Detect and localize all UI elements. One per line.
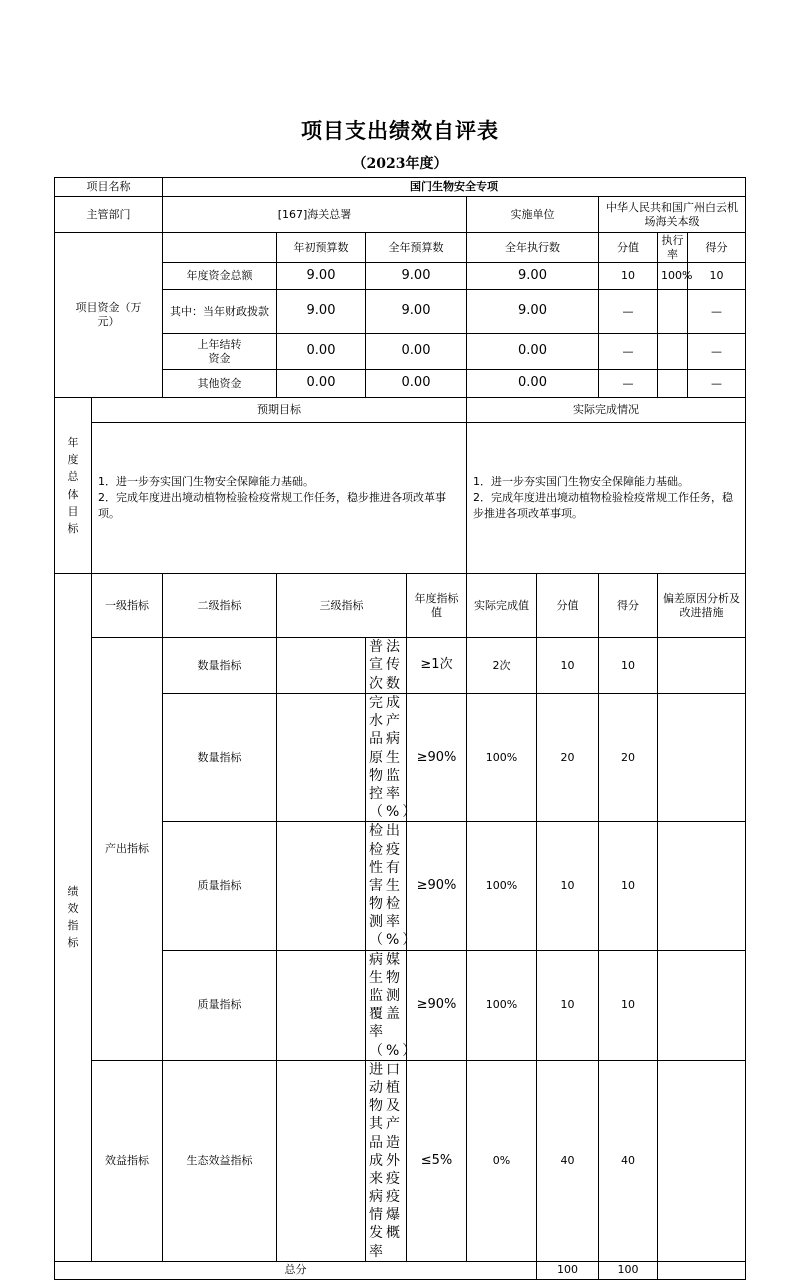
indicator-level2: 生态效益指标 [163, 1060, 277, 1261]
funds-row-name: 其中：当年财政拨款 [163, 290, 277, 334]
dept-label: 主管部门 [55, 197, 163, 233]
funds-row-rate [658, 334, 688, 370]
indicator-score-value: 10 [537, 822, 599, 950]
total-label: 总分 [55, 1261, 537, 1279]
unit-value: 中华人民共和国广州白云机场海关本级 [599, 197, 746, 233]
funds-header-score: 得分 [688, 233, 746, 263]
output-indicator-label: 产出指标 [92, 638, 163, 1061]
indicator-spacer [277, 1060, 366, 1261]
project-name-label: 项目名称 [55, 178, 163, 197]
expected-goal-line: 2．完成年度进出境动植物检验检疫常规工作任务，稳步推进各项改革事项。 [98, 491, 446, 520]
funds-header-annual: 全年预算数 [366, 233, 467, 263]
indicators-label [55, 574, 92, 1262]
indicator-score: 40 [599, 1060, 658, 1261]
indicator-note [658, 950, 746, 1060]
indicator-score-value: 10 [537, 638, 599, 694]
indicator-actual: 100% [467, 694, 537, 822]
funds-row-score: — [688, 290, 746, 334]
indicator-level2: 数量指标 [163, 638, 277, 694]
indicator-target: ≥90% [407, 950, 467, 1060]
indicator-level3: 病媒生物监测覆盖率（%） [366, 950, 407, 1060]
year-subtitle: （2023年度） [352, 156, 448, 172]
project-name: 国门生物安全专项 [163, 178, 746, 197]
funds-row-annual: 9.00 [366, 263, 467, 290]
funds-header-score-value: 分值 [599, 233, 658, 263]
actual-goal-line: 1．进一步夯实国门生物安全保障能力基础。 [473, 475, 689, 489]
funds-row-annual: 0.00 [366, 370, 467, 398]
indicator-header-actual: 实际完成值 [467, 574, 537, 638]
indicator-header-level1: 一级指标 [92, 574, 163, 638]
funds-row-initial: 9.00 [277, 290, 366, 334]
indicator-level3: 完成水产品病原生物监控率（%） [366, 694, 407, 822]
indicator-spacer [277, 638, 366, 694]
funds-row-executed: 9.00 [467, 290, 599, 334]
dept-value: [167]海关总署 [163, 197, 467, 233]
funds-label: 项目资金（万元） [55, 233, 163, 398]
funds-row-name: 上年结转资金 [163, 334, 277, 370]
indicator-level3: 普法宣传次数 [366, 638, 407, 694]
funds-row-executed: 0.00 [467, 334, 599, 370]
indicator-score: 10 [599, 822, 658, 950]
funds-row-score: — [688, 370, 746, 398]
goals-label-text: 年度总体目标 [67, 436, 79, 535]
expected-goal-content [92, 423, 467, 574]
funds-row-score: — [688, 334, 746, 370]
indicator-level3: 进口动植物及其产品造成外来疫病疫情爆发概率 [366, 1060, 407, 1261]
funds-row-name: 其他资金 [163, 370, 277, 398]
total-note [658, 1261, 746, 1279]
indicator-note [658, 1060, 746, 1261]
funds-header-blank [163, 233, 277, 263]
indicator-actual: 0% [467, 1060, 537, 1261]
indicator-header-score-value: 分值 [537, 574, 599, 638]
indicator-header-level2: 二级指标 [163, 574, 277, 638]
funds-row-annual: 9.00 [366, 290, 467, 334]
indicator-spacer [277, 950, 366, 1060]
funds-row-initial: 0.00 [277, 334, 366, 370]
funds-row-initial: 9.00 [277, 263, 366, 290]
funds-row-executed: 9.00 [467, 263, 599, 290]
indicator-score: 10 [599, 950, 658, 1060]
indicator-target: ≥90% [407, 822, 467, 950]
funds-row-rate [658, 290, 688, 334]
page-title: 项目支出绩效自评表 [301, 118, 499, 143]
indicator-header-deviation: 偏差原因分析及改进措施 [658, 574, 746, 638]
indicator-target: ≤5% [407, 1060, 467, 1261]
funds-row-score-value: — [599, 370, 658, 398]
funds-row-score: 10 [688, 263, 746, 290]
funds-row-rate: 100% [658, 263, 688, 290]
actual-goal-content [467, 423, 746, 574]
indicator-level2: 质量指标 [163, 950, 277, 1060]
indicator-actual: 100% [467, 822, 537, 950]
indicator-score: 20 [599, 694, 658, 822]
funds-row-rate [658, 370, 688, 398]
funds-header-initial: 年初预算数 [277, 233, 366, 263]
indicator-target: ≥1次 [407, 638, 467, 694]
unit-label: 实施单位 [467, 197, 599, 233]
actual-goal-line: 2．完成年度进出境动植物检验检疫常规工作任务，稳步推进各项改革事项。 [473, 491, 733, 520]
funds-row-executed: 0.00 [467, 370, 599, 398]
funds-header-rate: 执行率 [658, 233, 688, 263]
goals-label [55, 398, 92, 574]
funds-row-annual: 0.00 [366, 334, 467, 370]
funds-row-score-value: — [599, 290, 658, 334]
indicator-level2: 质量指标 [163, 822, 277, 950]
indicator-header-score: 得分 [599, 574, 658, 638]
indicator-note [658, 694, 746, 822]
indicators-label-text: 绩效指标 [67, 885, 79, 950]
indicator-score-value: 20 [537, 694, 599, 822]
indicator-score-value: 10 [537, 950, 599, 1060]
indicator-note [658, 822, 746, 950]
indicator-level2: 数量指标 [163, 694, 277, 822]
funds-row-score-value: 10 [599, 263, 658, 290]
funds-row-initial: 0.00 [277, 370, 366, 398]
benefit-indicator-label: 效益指标 [92, 1060, 163, 1261]
evaluation-table [54, 177, 746, 1280]
indicator-score: 10 [599, 638, 658, 694]
indicator-target: ≥90% [407, 694, 467, 822]
indicator-header-target: 年度指标值 [407, 574, 467, 638]
actual-goal-header: 实际完成情况 [467, 398, 746, 423]
indicator-level3: 检出检疫性有害生物检测率（%） [366, 822, 407, 950]
expected-goal-header: 预期目标 [92, 398, 467, 423]
indicator-score-value: 40 [537, 1060, 599, 1261]
indicator-note [658, 638, 746, 694]
total-value: 100 [537, 1261, 599, 1279]
total-score: 100 [599, 1261, 658, 1279]
funds-header-executed: 全年执行数 [467, 233, 599, 263]
indicator-actual: 100% [467, 950, 537, 1060]
funds-row-name: 年度资金总额 [163, 263, 277, 290]
indicator-header-level3: 三级指标 [277, 574, 407, 638]
expected-goal-line: 1．进一步夯实国门生物安全保障能力基础。 [98, 475, 314, 489]
funds-row-score-value: — [599, 334, 658, 370]
indicator-spacer [277, 822, 366, 950]
indicator-actual: 2次 [467, 638, 537, 694]
indicator-spacer [277, 694, 366, 822]
